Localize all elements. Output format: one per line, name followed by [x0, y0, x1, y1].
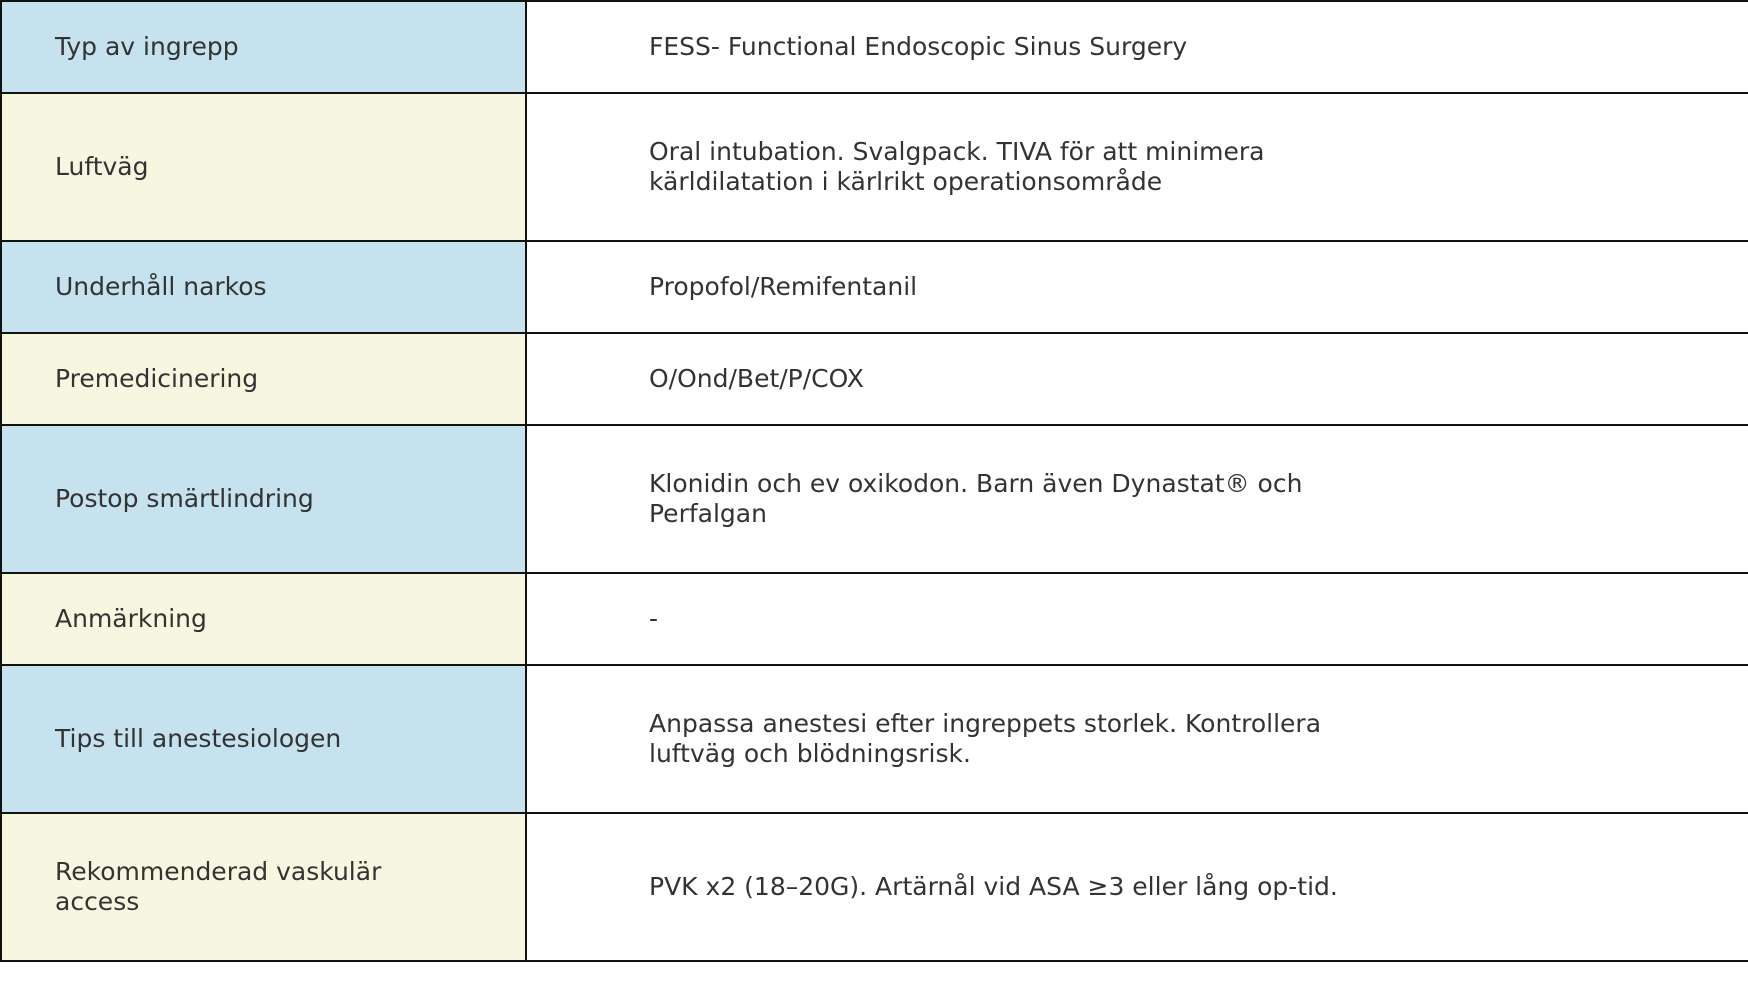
row-label: Anmärkning	[1, 573, 526, 665]
row-value	[526, 425, 1748, 573]
table-row-airway	[1, 93, 1748, 241]
row-label-text: Rekommenderad vaskulär access	[55, 857, 382, 916]
table-row-tips	[1, 665, 1748, 813]
row-label: Postop smärtlindring	[1, 425, 526, 573]
table-row-remark	[1, 573, 1748, 665]
row-value-text: Propofol/Remifentanil	[649, 272, 918, 301]
row-label: Premedicinering	[1, 333, 526, 425]
table-row-procedure-type	[1, 1, 1748, 93]
row-value-text: PVK x2 (18–20G). Artärnål vid ASA ≥3 eller lång op-tid.	[649, 872, 1338, 901]
row-label: Tips till anestesiologen	[1, 665, 526, 813]
row-value	[526, 813, 1748, 961]
row-value	[526, 333, 1748, 425]
row-value-text: O/Ond/Bet/P/COX	[649, 364, 864, 393]
table-row-premedication	[1, 333, 1748, 425]
row-value	[526, 1, 1748, 93]
table-row-vascular-access	[1, 813, 1748, 961]
row-label	[1, 813, 526, 961]
row-value-text: Oral intubation. Svalgpack. TIVA för att minimera kärldilatation i kärlrikt operationsområde	[649, 137, 1265, 196]
row-value	[526, 665, 1748, 813]
row-value-text: Klonidin och ev oxikodon. Barn även Dynastat® och Perfalgan	[649, 469, 1303, 528]
table-row-maintenance	[1, 241, 1748, 333]
table-row-postop-pain	[1, 425, 1748, 573]
row-value-text: FESS- Functional Endoscopic Sinus Surgery	[649, 32, 1188, 61]
row-value-text: Anpassa anestesi efter ingreppets storlek. Kontrollera luftväg och blödningsrisk.	[649, 709, 1322, 768]
row-value	[526, 241, 1748, 333]
row-label: Underhåll narkos	[1, 241, 526, 333]
row-value	[526, 573, 1748, 665]
row-value	[526, 93, 1748, 241]
row-label: Typ av ingrepp	[1, 1, 526, 93]
row-label: Luftväg	[1, 93, 526, 241]
row-value-text: -	[649, 604, 659, 633]
